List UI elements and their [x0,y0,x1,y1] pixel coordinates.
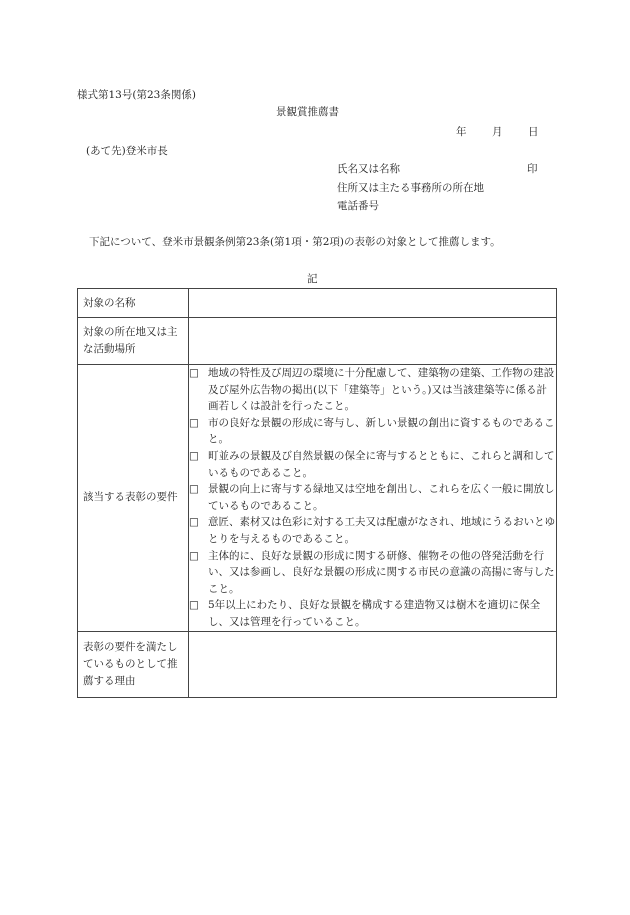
ki-heading: 記 [307,273,318,285]
phone-label: 電話番号 [337,200,379,212]
requirement-text: 5年以上にわたり、良好な景観を構成する建造物又は樹木を適切に保全し、又は管理を行っていること。 [208,599,541,628]
checkbox-icon[interactable]: □ [189,367,199,379]
recommendation-reason-field[interactable] [189,631,557,697]
requirement-item [189,448,556,481]
award-requirements-label: 該当する表彰の要件 [78,365,189,632]
recommendation-statement: 下記について、登米市景観条例第23条(第1項・第2項)の表彰の対象として推薦します。 [89,236,501,248]
table-row [78,365,557,632]
table-row [78,289,557,318]
requirement-item [189,481,556,514]
requirement-item [189,365,556,415]
addressee: (あて先)登米市長 [86,145,168,157]
requirement-text: 意匠、素材又は色彩に対する工夫又は配慮がなされ、地域にうるおいとゆとりを与えるものであること。 [208,516,556,545]
target-name-field[interactable] [189,289,557,318]
table-row [78,631,557,697]
target-location-label: 対象の所在地又は主な活動場所 [78,318,189,365]
requirement-item [189,415,556,448]
seal-mark: 印 [527,163,538,175]
checkbox-icon[interactable]: □ [189,483,199,496]
target-name-label: 対象の名称 [78,289,189,318]
requirement-text: 地域の特性及び周辺の環境に十分配慮して、建築物の建築、工作物の建設及び屋外広告物の掲出(以下「建築等」という。)又は当該建築等に係る計画若しくは設計を行ったこと。 [208,367,555,413]
checkbox-icon[interactable]: □ [189,416,199,429]
requirement-text: 景観の向上に寄与する緑地又は空地を創出し、これらを広く一般に開放しているものであること。 [208,483,555,512]
checkbox-icon[interactable]: □ [189,449,199,462]
date-year: 年 [456,126,467,138]
recommendation-table [77,288,557,698]
checkbox-icon[interactable]: □ [189,599,199,612]
recommendation-reason-label: 表彰の要件を満たしているものとして推薦する理由 [78,631,189,697]
document-title: 景観賞推薦書 [276,106,339,118]
requirement-item [189,597,556,630]
checkbox-icon[interactable]: □ [189,549,199,562]
requirement-text: 市の良好な景観の形成に寄与し、新しい景観の創出に資するものであること。 [208,416,555,446]
date-day: 日 [528,126,539,138]
requirement-text: 町並みの景観及び自然景観の保全に寄与するとともに、これらと調和しているものであること。 [208,449,555,479]
target-location-field[interactable] [189,318,557,365]
requirement-item [189,548,556,598]
form-number: 様式第13号(第23条関係) [77,89,196,101]
requirement-item [189,514,556,547]
name-label: 氏名又は名称 [337,163,400,175]
date-month: 月 [492,126,503,138]
requirement-text: 主体的に、良好な景観の形成に関する研修、催物その他の啓発活動を行い、又は参画し、良好な景観の形成に関する市民の意識の高揚に寄与したこと。 [208,549,555,595]
address-label: 住所又は主たる事務所の所在地 [337,182,484,194]
checkbox-icon[interactable]: □ [189,516,199,529]
table-row [78,318,557,365]
award-requirements-list [189,365,557,632]
